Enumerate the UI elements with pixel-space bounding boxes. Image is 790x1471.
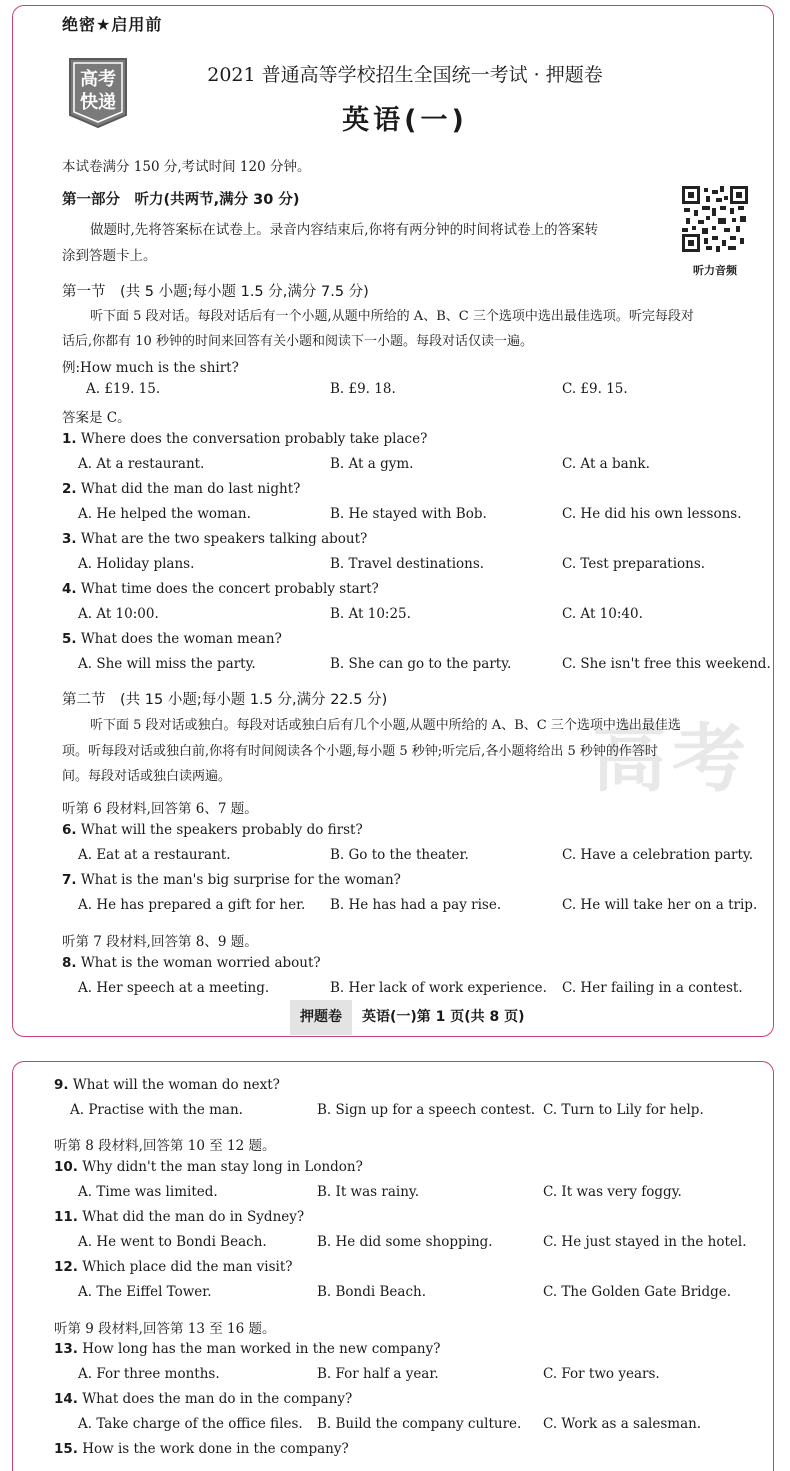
confidential-label: 绝密★启用前 [62, 15, 163, 34]
question-number: 8. [62, 955, 77, 971]
question-3-option-b: B. Travel destinations. [330, 556, 485, 572]
question-10 [54, 1159, 363, 1175]
question-2-option-c: C. He did his own lessons. [562, 506, 742, 522]
question-5 [62, 631, 282, 647]
question-text: What time does the concert probably start? [80, 581, 379, 597]
page-footer [290, 1000, 525, 1035]
question-number: 7. [62, 872, 77, 888]
example-option-a: A. £19. 15. [86, 381, 161, 397]
question-9-option-c: C. Turn to Lily for help. [543, 1102, 704, 1118]
question-10-option-c: C. It was very foggy. [543, 1184, 682, 1200]
question-12 [54, 1259, 292, 1275]
logo-text-bottom: 快递 [80, 92, 116, 113]
question-11 [54, 1209, 304, 1225]
question-8-option-a: A. Her speech at a meeting. [78, 980, 270, 996]
material-7-prompt: 听第 7 段材料,回答第 8、9 题。 [62, 934, 258, 950]
qr-code-icon[interactable] [682, 186, 748, 252]
part1-intro-line2: 涂到答题卡上。 [62, 248, 157, 264]
question-8-option-b: B. Her lack of work experience. [330, 980, 547, 996]
example-answer: 答案是 C。 [62, 410, 131, 426]
question-text: What is the man's big surprise for the woman? [80, 872, 401, 888]
qr-caption: 听力音频 [693, 264, 737, 277]
question-9-option-b: B. Sign up for a speech contest. [317, 1102, 536, 1118]
question-number: 9. [54, 1077, 69, 1093]
question-2-option-a: A. He helped the woman. [78, 506, 251, 522]
example-question: 例:How much is the shirt? [62, 360, 239, 376]
question-7-option-b: B. He has had a pay rise. [330, 897, 502, 913]
question-11-option-b: B. He did some shopping. [317, 1234, 493, 1250]
question-number: 13. [54, 1341, 78, 1357]
question-2 [62, 481, 300, 497]
question-text: What does the man do in the company? [82, 1391, 353, 1407]
section2-heading: 第二节 (共 15 小题;每小题 1.5 分,满分 22.5 分) [62, 692, 388, 708]
question-1 [62, 431, 427, 447]
question-10-option-a: A. Time was limited. [78, 1184, 218, 1200]
question-number: 3. [62, 531, 77, 547]
question-text: How long has the man worked in the new company? [82, 1341, 441, 1357]
question-2-option-b: B. He stayed with Bob. [330, 506, 487, 522]
question-number: 11. [54, 1209, 78, 1225]
question-text: What did the man do last night? [80, 481, 301, 497]
question-11-option-a: A. He went to Bondi Beach. [78, 1234, 267, 1250]
part1-intro-line1: 做题时,先将答案标在试卷上。录音内容结束后,你将有两分钟的时间将试卷上的答案转 [90, 222, 599, 238]
question-number: 5. [62, 631, 77, 647]
question-12-option-a: A. The Eiffel Tower. [78, 1284, 212, 1300]
question-1-option-c: C. At a bank. [562, 456, 650, 472]
question-text: What is the woman worried about? [80, 955, 321, 971]
question-13-option-a: A. For three months. [78, 1366, 220, 1382]
footer-text: 英语(一)第 1 页(共 8 页) [362, 1009, 525, 1025]
question-14 [54, 1391, 352, 1407]
example-option-c: C. £9. 15. [562, 381, 628, 397]
example-option-b: B. £9. 18. [330, 381, 396, 397]
question-text: What will the woman do next? [72, 1077, 280, 1093]
question-8 [62, 955, 321, 971]
question-6-option-a: A. Eat at a restaurant. [78, 847, 231, 863]
question-number: 1. [62, 431, 77, 447]
question-text: Why didn't the man stay long in London? [82, 1159, 363, 1175]
watermark: 高考 [592, 716, 752, 802]
question-text: What are the two speakers talking about? [80, 531, 368, 547]
question-text: What does the woman mean? [80, 631, 282, 647]
question-number: 14. [54, 1391, 78, 1407]
material-8-prompt: 听第 8 段材料,回答第 10 至 12 题。 [54, 1138, 276, 1154]
question-text: What will the speakers probably do first? [80, 822, 363, 838]
question-number: 2. [62, 481, 77, 497]
question-8-option-c: C. Her failing in a contest. [562, 980, 743, 996]
question-4-option-a: A. At 10:00. [78, 606, 159, 622]
part1-heading: 第一部分 听力(共两节,满分 30 分) [62, 192, 300, 208]
question-number: 4. [62, 581, 77, 597]
exam-title: 2021 普通高等学校招生全国统一考试 · 押题卷 [207, 64, 603, 86]
section1-instr-line1: 听下面 5 段对话。每段对话后有一个小题,从题中所给的 A、B、C 三个选项中选出最佳选项。听完每段对 [90, 309, 694, 324]
question-1-option-a: A. At a restaurant. [78, 456, 205, 472]
question-9-option-a: A. Practise with the man. [70, 1102, 243, 1118]
question-text: Which place did the man visit? [82, 1259, 293, 1275]
question-6 [62, 822, 363, 838]
question-4 [62, 581, 379, 597]
question-12-option-c: C. The Golden Gate Bridge. [543, 1284, 732, 1300]
question-4-option-c: C. At 10:40. [562, 606, 643, 622]
question-3-option-c: C. Test preparations. [562, 556, 706, 572]
question-number: 6. [62, 822, 77, 838]
section1-instr-line2: 话后,你都有 10 秒钟的时间来回答有关小题和阅读下一小题。每段对话仅读一遍。 [62, 334, 533, 349]
question-14-option-c: C. Work as a salesman. [543, 1416, 702, 1432]
question-13-option-c: C. For two years. [543, 1366, 660, 1382]
question-7-option-a: A. He has prepared a gift for her. [78, 897, 306, 913]
section2-instr-line1: 听下面 5 段对话或独白。每段对话或独白后有几个小题,从题中所给的 A、B、C 三个选项中选出最佳选 [90, 718, 681, 733]
question-4-option-b: B. At 10:25. [330, 606, 411, 622]
question-11-option-c: C. He just stayed in the hotel. [543, 1234, 747, 1250]
question-6-option-b: B. Go to the theater. [330, 847, 469, 863]
question-5-option-c: C. She isn't free this weekend. [562, 656, 771, 672]
question-text: What did the man do in Sydney? [82, 1209, 305, 1225]
question-10-option-b: B. It was rainy. [317, 1184, 420, 1200]
question-number: 15. [54, 1441, 78, 1457]
exam-info: 本试卷满分 150 分,考试时间 120 分钟。 [62, 159, 311, 175]
question-6-option-c: C. Have a celebration party. [562, 847, 754, 863]
question-7 [62, 872, 401, 888]
exam-subtitle: 英语(一) [342, 105, 468, 136]
logo-text-top: 高考 [80, 69, 116, 90]
question-9 [54, 1077, 280, 1093]
question-14-option-b: B. Build the company culture. [317, 1416, 522, 1432]
section1-heading: 第一节 (共 5 小题;每小题 1.5 分,满分 7.5 分) [62, 284, 369, 300]
material-6-prompt: 听第 6 段材料,回答第 6、7 题。 [62, 801, 258, 817]
question-14-option-a: A. Take charge of the office files. [78, 1416, 303, 1432]
question-3 [62, 531, 367, 547]
question-text: Where does the conversation probably take place? [80, 431, 428, 447]
section2-instr-line2: 项。听每段对话或独白前,你将有时间阅读各个小题,每小题 5 秒钟;听完后,各小题将给出 5 秒钟的作答时 [62, 744, 658, 759]
material-9-prompt: 听第 9 段材料,回答第 13 至 16 题。 [54, 1321, 276, 1337]
question-13-option-b: B. For half a year. [317, 1366, 439, 1382]
question-number: 12. [54, 1259, 78, 1275]
question-15 [54, 1441, 349, 1457]
section2-instr-line3: 间。每段对话或独白读两遍。 [62, 769, 232, 784]
question-5-option-a: A. She will miss the party. [78, 656, 256, 672]
question-7-option-c: C. He will take her on a trip. [562, 897, 758, 913]
footer-tag: 押题卷 [290, 1000, 352, 1035]
question-text: How is the work done in the company? [82, 1441, 349, 1457]
question-1-option-b: B. At a gym. [330, 456, 414, 472]
question-3-option-a: A. Holiday plans. [78, 556, 195, 572]
question-number: 10. [54, 1159, 78, 1175]
question-12-option-b: B. Bondi Beach. [317, 1284, 427, 1300]
question-5-option-b: B. She can go to the party. [330, 656, 512, 672]
question-13 [54, 1341, 440, 1357]
